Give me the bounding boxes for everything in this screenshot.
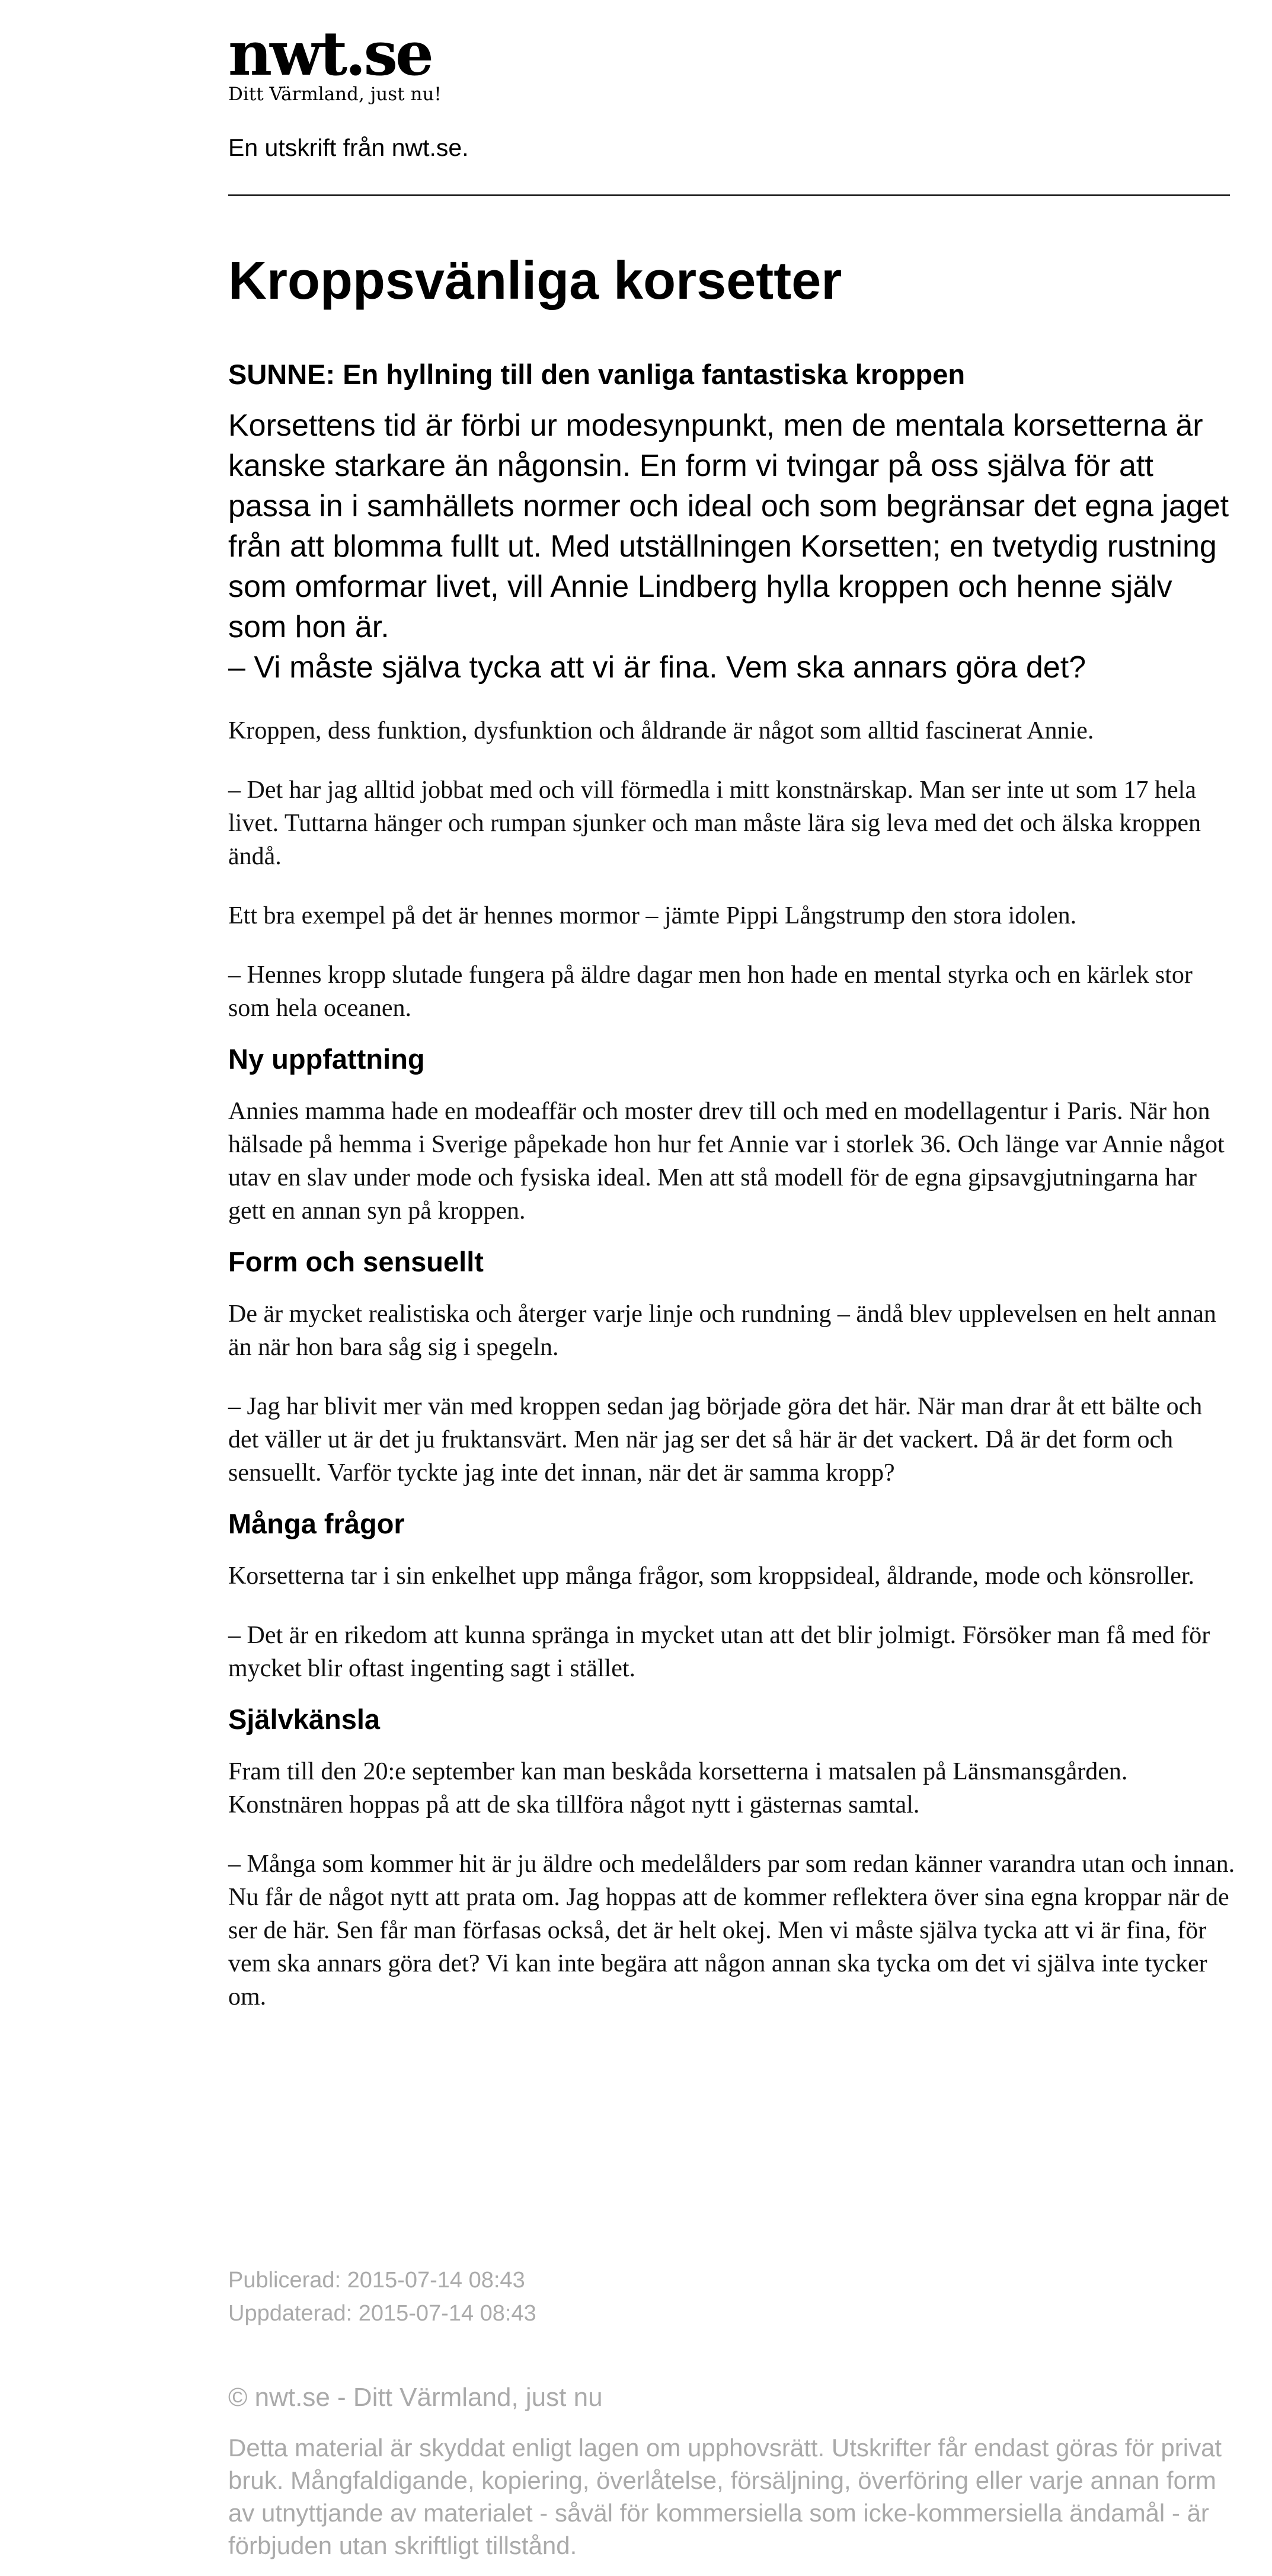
- published-date: Publicerad: 2015-07-14 08:43: [228, 2268, 525, 2293]
- site-tagline: Ditt Värmland, just nu!: [228, 84, 442, 105]
- body-paragraph: Annies mamma hade en modeaffär och moster drev till och med en modellagentur i Paris. När hon hälsade på hemma i Sverige påpekade hon hur fet Annie var i storlek 36. Och länge var Annie något utav en slav under mode och fysiska ideal. Men att stå modell för de egna gipsavgjutningarna har gett en annan syn på kroppen.: [228, 1098, 1225, 1225]
- print-note: En utskrift från nwt.se.: [228, 134, 469, 161]
- section-heading: Ny uppfattning: [228, 1043, 425, 1075]
- section-heading: Självkänsla: [228, 1704, 381, 1735]
- body-paragraph: – Jag har blivit mer vän med kroppen sedan jag började göra det här. När man drar åt ett bälte och det väller ut är det ju fruktansvärt. Men när jag ser det så här är det vackert. Då är det form och sensuellt. Varför tyckte jag inte det innan, när det är samma kropp?: [228, 1393, 1203, 1487]
- body-paragraph: Ett bra exempel på det är hennes mormor – jämte Pippi Långstrump den stora idolen.: [228, 902, 1077, 929]
- footer-legal-notice: Detta material är skyddat enligt lagen om upphovsrätt. Utskrifter får endast göras för privat bruk. Mångfaldigande, kopiering, överlåtelse, försäljning, överföring eller varje annan form av utnyttjande av materialet - såväl för kommersiella som icke-kommersiella ändamål - är förbjuden utan skriftligt tillstånd.: [228, 2434, 1222, 2559]
- section-heading: Form och sensuellt: [228, 1246, 484, 1277]
- body-paragraph: Fram till den 20:e september kan man beskåda korsetterna i matsalen på Länsmansgården. Konstnären hoppas på att de ska tillföra något nytt i gästernas samtal.: [228, 1758, 1128, 1818]
- article-kicker: SUNNE: En hyllning till den vanliga fantastiska kroppen: [228, 359, 966, 390]
- updated-date: Uppdaterad: 2015-07-14 08:43: [228, 2301, 536, 2326]
- article-lead: Korsettens tid är förbi ur modesynpunkt, men de mentala korsetterna är kanske starkare än någonsin. En form vi tvingar på oss själva för att passa in i samhällets normer och ideal och som begränsar det egna jaget från att blomma fullt ut. Med utställningen Korsetten; en tvetydig rustning som omformar livet, vill Annie Lindberg hylla kroppen och henne själv som hon är. – Vi måste själva tycka att vi är fina. Vem ska annars göra det?: [228, 408, 1229, 685]
- body-paragraph: – Hennes kropp slutade fungera på äldre dagar men hon hade en mental styrka och en kärlek stor som hela oceanen.: [228, 961, 1193, 1022]
- article-body: [228, 714, 1236, 2040]
- body-paragraph: – Det har jag alltid jobbat med och vill förmedla i mitt konstnärskap. Man ser inte ut som 17 hela livet. Tuttarna hänger och rumpan sjunker och man måste lära sig leva med det och älska kroppen ändå.: [228, 776, 1201, 870]
- body-paragraph: De är mycket realistiska och återger varje linje och rundning – ändå blev upplevelsen en helt annan än när hon bara såg sig i spegeln.: [228, 1300, 1216, 1361]
- site-logo: nwt.se: [228, 18, 432, 90]
- body-paragraph: – Det är en rikedom att kunna spränga in mycket utan att det blir jolmigt. Försöker man få med för mycket blir oftast ingenting sagt i stället.: [228, 1622, 1210, 1682]
- body-paragraph: Kroppen, dess funktion, dysfunktion och åldrande är något som alltid fascinerat Annie.: [228, 717, 1094, 744]
- section-heading: Många frågor: [228, 1508, 405, 1539]
- header-divider: [228, 194, 1230, 196]
- body-paragraph: – Många som kommer hit är ju äldre och medelålders par som redan känner varandra utan och innan. Nu får de något nytt att prata om. Jag hoppas att de kommer reflektera över sina egna kroppar när de ser de här. Sen får man förfasas också, det är helt okej. Men vi måste själva tycka att vi är fina, för vem ska annars göra det? Vi kan inte begära att någon annan ska tycka om det vi själva inte tycker om.: [228, 1850, 1235, 2011]
- footer-copyright: © nwt.se - Ditt Värmland, just nu: [228, 2383, 603, 2412]
- article-title: Kroppsvänliga korsetter: [228, 251, 842, 311]
- body-paragraph: Korsetterna tar i sin enkelhet upp många frågor, som kroppsideal, åldrande, mode och könsroller.: [228, 1562, 1195, 1590]
